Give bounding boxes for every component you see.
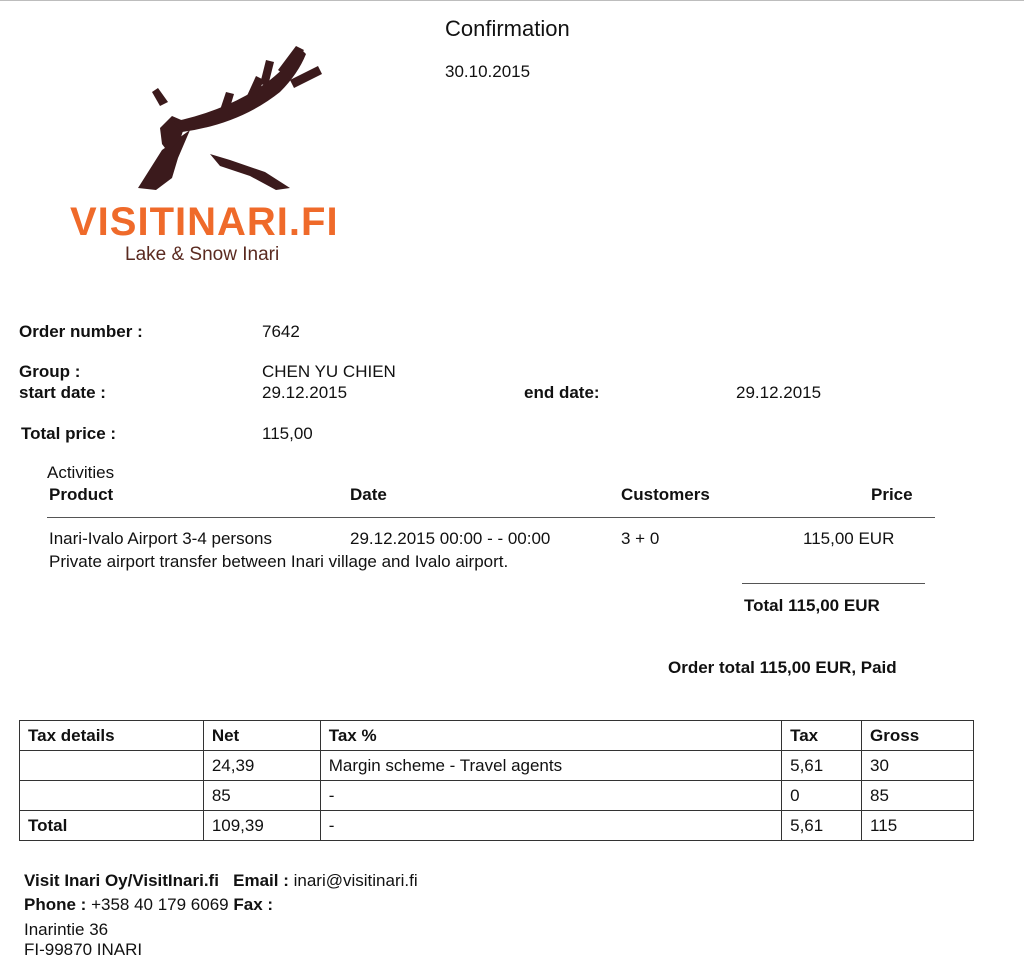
tax-header-tax: Tax [782, 721, 862, 751]
address-line-2: FI-99870 INARI [24, 940, 143, 959]
tax-cell [20, 751, 204, 781]
activity-price: 115,00 EUR [803, 529, 895, 548]
footer-phone-line [24, 895, 273, 915]
tax-header-percent: Tax % [320, 721, 781, 751]
tax-cell: 109,39 [203, 811, 320, 841]
tax-cell: 5,61 [782, 811, 862, 841]
subtotal-divider [742, 583, 925, 584]
tax-cell: 85 [862, 781, 974, 811]
end-date-label: end date: [524, 383, 600, 402]
tax-details-table [19, 720, 974, 841]
total-price-value: 115,00 [262, 424, 313, 443]
activity-customers: 3 + 0 [621, 529, 660, 548]
table-row [20, 811, 974, 841]
column-header-price: Price [871, 485, 913, 504]
tax-table-header-row [20, 721, 974, 751]
column-header-date: Date [350, 485, 387, 504]
start-date-value: 29.12.2015 [262, 383, 348, 402]
tax-header-details: Tax details [20, 721, 204, 751]
activity-description: Private airport transfer between Inari village and Ivalo airport. [49, 552, 509, 571]
tax-cell: 85 [203, 781, 320, 811]
order-total-amount: Order total 115,00 EUR [668, 658, 852, 677]
activity-date: 29.12.2015 00:00 - - 00:00 [350, 529, 551, 548]
phone-value: +358 40 179 6069 [91, 895, 229, 914]
table-row [20, 781, 974, 811]
tax-cell: 5,61 [782, 751, 862, 781]
email-value: inari@visitinari.fi [293, 871, 418, 890]
footer-company-line [24, 871, 418, 891]
tax-cell: - [320, 781, 781, 811]
tax-cell [20, 781, 204, 811]
logo-tagline: Lake & Snow Inari [125, 244, 280, 265]
tax-cell: Total [20, 811, 204, 841]
activities-total: Total 115,00 EUR [744, 596, 880, 615]
tax-header-net: Net [203, 721, 320, 751]
top-border [0, 0, 1024, 1]
tax-header-gross: Gross [862, 721, 974, 751]
group-label: Group : [19, 362, 81, 381]
order-total-line [668, 658, 897, 678]
email-label: Email : [233, 871, 289, 890]
logo-brand-text: VISITINARI.FI [70, 200, 339, 244]
tax-cell: 115 [862, 811, 974, 841]
confirmation-date: 30.10.2015 [445, 62, 531, 81]
company-name: Visit Inari Oy/VisitInari.fi [24, 871, 219, 890]
activities-header-divider [47, 517, 935, 518]
tax-cell: Margin scheme - Travel agents [320, 751, 781, 781]
column-header-customers: Customers [621, 485, 710, 504]
page-title: Confirmation [445, 16, 570, 41]
end-date-value: 29.12.2015 [736, 383, 822, 402]
total-price-label: Total price : [21, 424, 117, 443]
phone-label: Phone : [24, 895, 87, 914]
order-number-label: Order number : [19, 322, 143, 341]
payment-status: , Paid [851, 658, 897, 677]
tax-cell: 24,39 [203, 751, 320, 781]
fax-label: Fax : [233, 895, 274, 914]
address-line-1: Inarintie 36 [24, 920, 109, 939]
activity-product: Inari-Ivalo Airport 3-4 persons [49, 529, 272, 548]
tax-cell: 0 [782, 781, 862, 811]
group-value: CHEN YU CHIEN [262, 362, 396, 381]
start-date-label: start date : [19, 383, 106, 402]
tax-cell: - [320, 811, 781, 841]
order-number-value: 7642 [262, 322, 300, 341]
column-header-product: Product [49, 485, 114, 504]
activities-section-label: Activities [47, 463, 115, 482]
tax-cell: 30 [862, 751, 974, 781]
table-row [20, 751, 974, 781]
